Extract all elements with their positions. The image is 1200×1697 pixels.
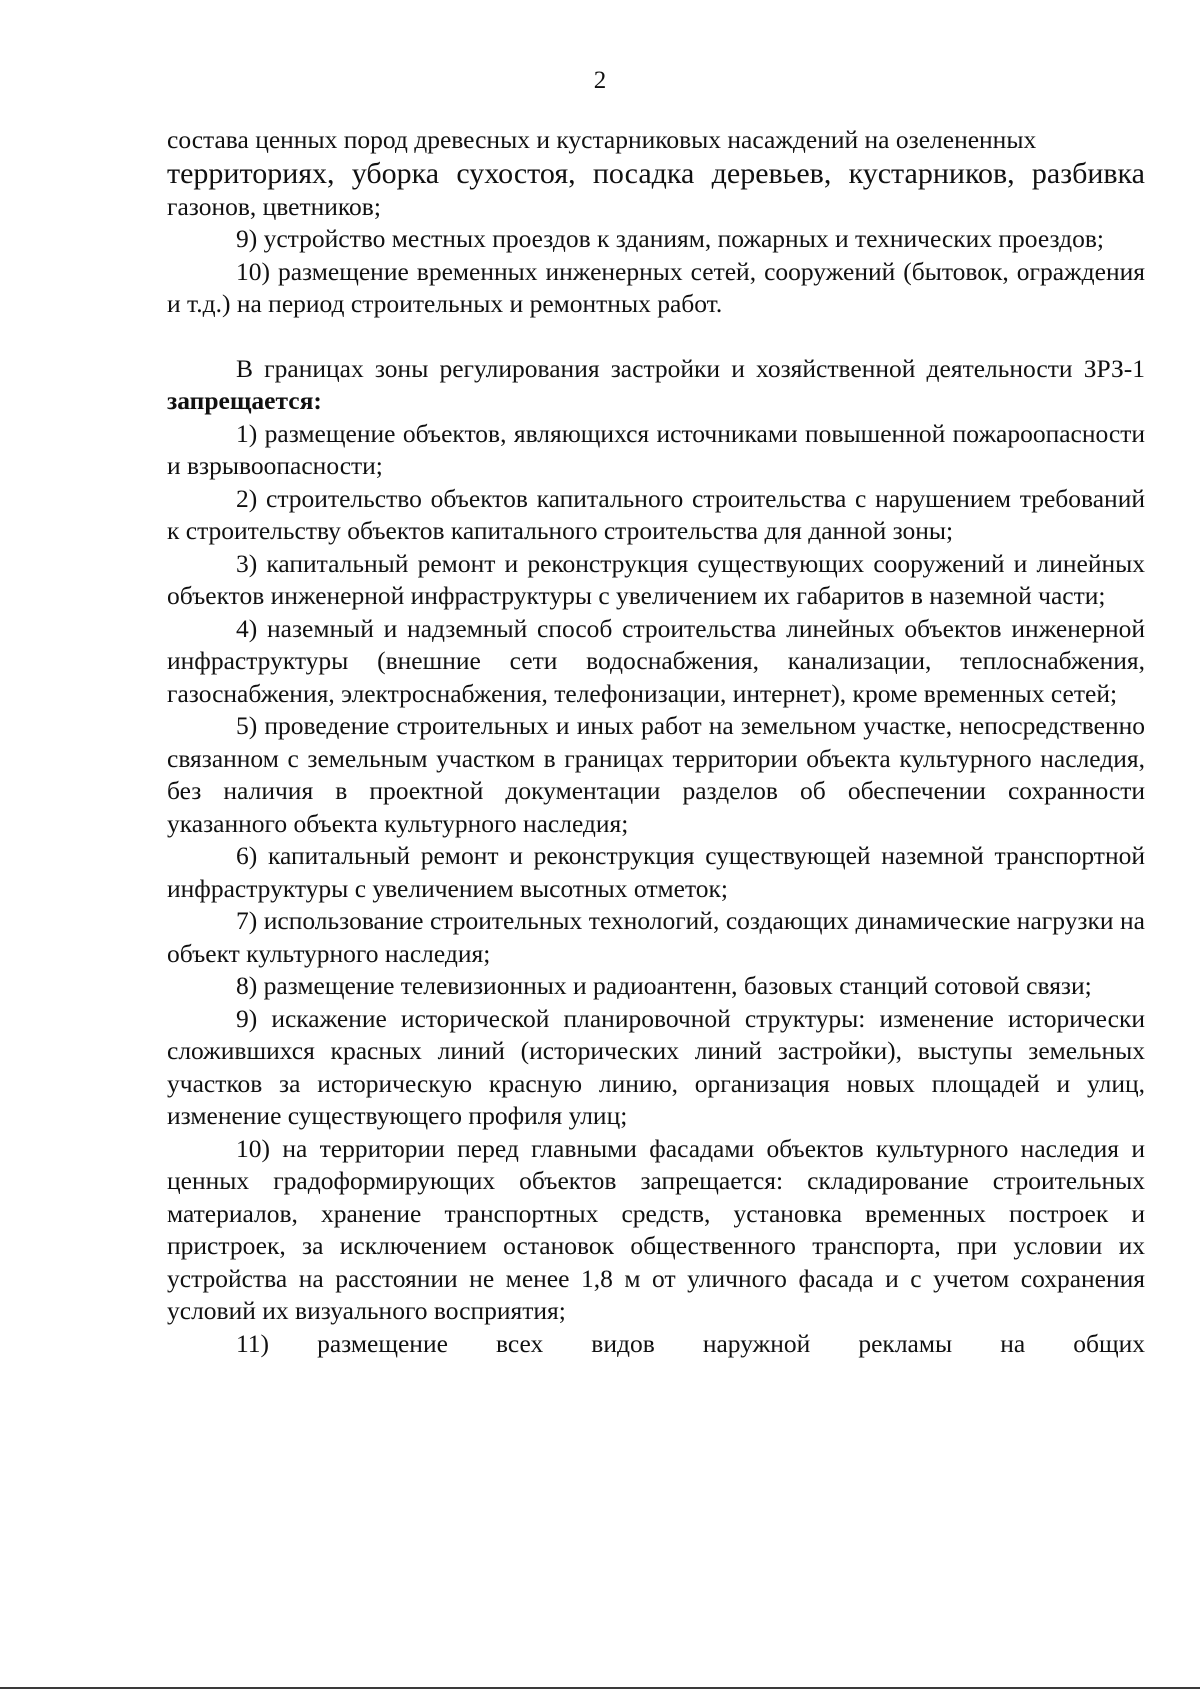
paragraph-item-9-passages: 9) устройство местных проездов к зданиям, пожарных и технических проездов; (236, 224, 1104, 253)
paragraph-zone-prohibitions-intro (167, 353, 1145, 418)
prohibition-item-6: 6) капитальный ремонт и реконструкция существующей наземной транспортной инфраструктуры с увеличением высотных отметок; (167, 841, 1145, 903)
prohibition-item-11: 11) размещение всех видов наружной рекламы на общих (236, 1328, 1145, 1358)
prohibition-item-10: 10) на территории перед главными фасадами объектов культурного наследия и ценных градоформирующих объектов запрещается: складирование строительных материалов, хранение транспортных средств, установка временных построек и пристроек, за исключением остановок общественного транспорта, при условии их устройства на расстоянии не менее 1,8 м от уличного фасада и с учетом сохранения условий их визуального восприятия; (167, 1133, 1145, 1325)
paragraph-item-10-temporary-networks: 10) размещение временных инженерных сетей, сооружений (бытовок, ограждения и т.д.) на период строительных и ремонтных работ. (167, 256, 1145, 318)
prohibition-item-3: 3) капитальный ремонт и реконструкция существующих сооружений и линейных объектов инженерной инфраструктуры с увеличением их габаритов в наземной части; (167, 548, 1145, 610)
prohibition-item-5: 5) проведение строительных и иных работ на земельном участке, непосредственно связанном с земельным участком в границах территории объекта культурного наследия, без наличия в проектной документации разделов об обеспечении сохранности указанного объекта культурного наследия; (167, 711, 1145, 838)
prohibition-item-1: 1) размещение объектов, являющихся источниками повышенной пожароопасности и взрывоопасности; (167, 418, 1145, 480)
intro-text: В границах зоны регулирования застройки и хозяйственной деятельности ЗРЗ-1 (236, 353, 1145, 383)
document-body (167, 124, 1145, 1360)
prohibition-item-2: 2) строительство объектов капитального строительства с нарушением требований к строительству объектов капитального строительства для данной зоны; (167, 483, 1145, 545)
prohibition-item-4: 4) наземный и надземный способ строительства линейных объектов инженерной инфраструктуры (внешние сети водоснабжения, канализации, теплоснабжения, газоснабжения, электроснабжения, телефонизации, интернет), кроме временных сетей; (167, 613, 1145, 708)
prohibition-item-9: 9) искажение исторической планировочной структуры: изменение исторически сложившихся красных линий (исторических линий застройки), выступы земельных участков за историческую красную линию, организация новых площадей и улиц, изменение существующего профиля улиц; (167, 1003, 1145, 1130)
intro-bold-prohibited: запрещается: (167, 386, 322, 415)
prohibition-item-7: 7) использование строительных технологий, создающих динамические нагрузки на объект культурного наследия; (167, 906, 1145, 968)
scan-bottom-edge-line (0, 1687, 1200, 1689)
paragraph-continuation-line-3: газонов, цветников; (167, 191, 381, 221)
paragraph-continuation-line-2: территориях, уборка сухостоя, посадка деревьев, кустарников, разбивка (167, 156, 1145, 190)
paragraph-continuation-line-1: состава ценных пород древесных и кустарниковых насаждений на озелененных (167, 125, 1037, 154)
prohibition-item-8: 8) размещение телевизионных и радиоантенн, базовых станций сотовой связи; (236, 971, 1092, 1000)
page-number: 2 (593, 67, 607, 94)
